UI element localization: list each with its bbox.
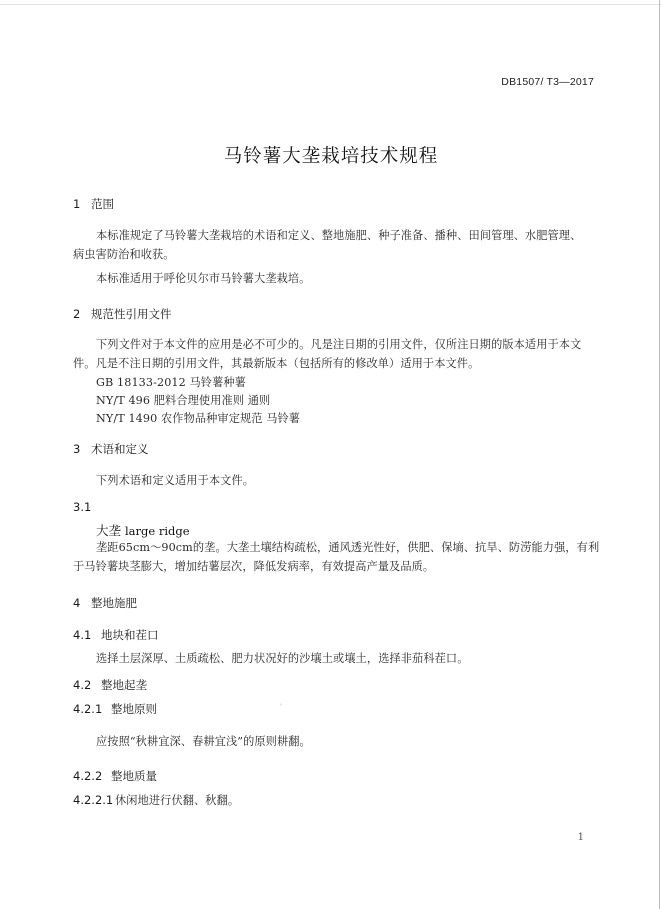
subsection-title: 整地起垄 bbox=[101, 678, 147, 692]
section-number: 1 bbox=[73, 197, 81, 211]
paragraph: 本标准适用于呼伦贝尔市马铃薯大垄栽培。 bbox=[96, 272, 311, 285]
scan-edge-top bbox=[0, 4, 662, 5]
subsection-title: 地块和茬口 bbox=[101, 628, 159, 642]
paragraph: 下列术语和定义适用于本文件。 bbox=[96, 474, 255, 487]
clause-text: 休闲地进行伏翻、秋翻。 bbox=[115, 794, 240, 807]
section-1-heading bbox=[73, 196, 114, 212]
section-4-heading bbox=[73, 595, 137, 611]
subsection-number: 4.2 bbox=[73, 678, 92, 692]
reference-item: GB 18133-2012 马铃薯种薯 bbox=[96, 376, 246, 389]
section-2-heading bbox=[73, 306, 172, 322]
paragraph: 选择土层深厚、土质疏松、肥力状况好的沙壤土或壤土，选择非茄科茬口。 bbox=[96, 652, 469, 665]
subsection-number: 4.2.1 bbox=[73, 702, 103, 716]
subsection-title: 整地质量 bbox=[111, 769, 157, 783]
section-title: 术语和定义 bbox=[91, 442, 149, 456]
page-number: 1 bbox=[577, 832, 584, 843]
paragraph-line: 病虫害防治和收获。 bbox=[73, 248, 175, 261]
subsection-4-2-2-1 bbox=[73, 792, 239, 808]
subsection-number: 4.1 bbox=[73, 628, 92, 642]
subsection-4-2-2-heading bbox=[73, 768, 157, 784]
section-number: 4 bbox=[73, 596, 81, 610]
page-title: 马铃薯大垄栽培技术规程 bbox=[223, 146, 439, 167]
definition-line: 垄距65cm～90cm的垄。大垄土壤结构疏松，通风透光性好，供肥、保墒、抗旱、防涝能力强，有利 bbox=[96, 541, 600, 554]
subsection-4-2-1-heading bbox=[73, 701, 157, 717]
scan-speck: ' bbox=[280, 703, 282, 711]
section-3-heading bbox=[73, 441, 149, 457]
subsection-number: 4.2.2 bbox=[73, 769, 103, 783]
section-title: 整地施肥 bbox=[91, 596, 137, 610]
paragraph-line: 本标准规定了马铃薯大垄栽培的术语和定义、整地施肥、种子准备、播种、田间管理、水肥管理、 bbox=[96, 229, 582, 242]
subsection-4-1-heading bbox=[73, 627, 159, 643]
subsection-number: 3.1 bbox=[73, 500, 92, 514]
subsection-title: 整地原则 bbox=[111, 702, 157, 716]
term-chinese: 大垄 bbox=[96, 523, 122, 538]
paragraph: 应按照“秋耕宜深、春耕宜浅”的原则耕翻。 bbox=[96, 735, 311, 748]
section-number: 2 bbox=[73, 307, 81, 321]
section-number: 3 bbox=[73, 442, 81, 456]
term-english: large ridge bbox=[125, 524, 190, 538]
reference-item: NY/T 1490 农作物品种审定规范 马铃薯 bbox=[96, 412, 301, 425]
paragraph-line: 件。凡是不注日期的引用文件，其最新版本（包括所有的修改单）适用于本文件。 bbox=[73, 357, 480, 370]
subsection-number: 4.2.2.1 bbox=[73, 793, 114, 807]
section-title: 范围 bbox=[91, 197, 114, 211]
scan-edge-right bbox=[659, 0, 660, 909]
definition-line: 于马铃薯块茎膨大，增加结薯层次，降低发病率，有效提高产量及品质。 bbox=[73, 560, 435, 573]
term-heading bbox=[96, 521, 190, 539]
subsection-4-2-heading bbox=[73, 677, 147, 693]
reference-item: NY/T 496 肥料合理使用准则 通则 bbox=[96, 394, 271, 407]
section-title: 规范性引用文件 bbox=[91, 307, 172, 321]
paragraph-line: 下列文件对于本文件的应用是必不可少的。凡是注日期的引用文件，仅所注日期的版本适用于本文 bbox=[96, 338, 582, 351]
doc-code: DB1507/ T3—2017 bbox=[501, 76, 594, 88]
